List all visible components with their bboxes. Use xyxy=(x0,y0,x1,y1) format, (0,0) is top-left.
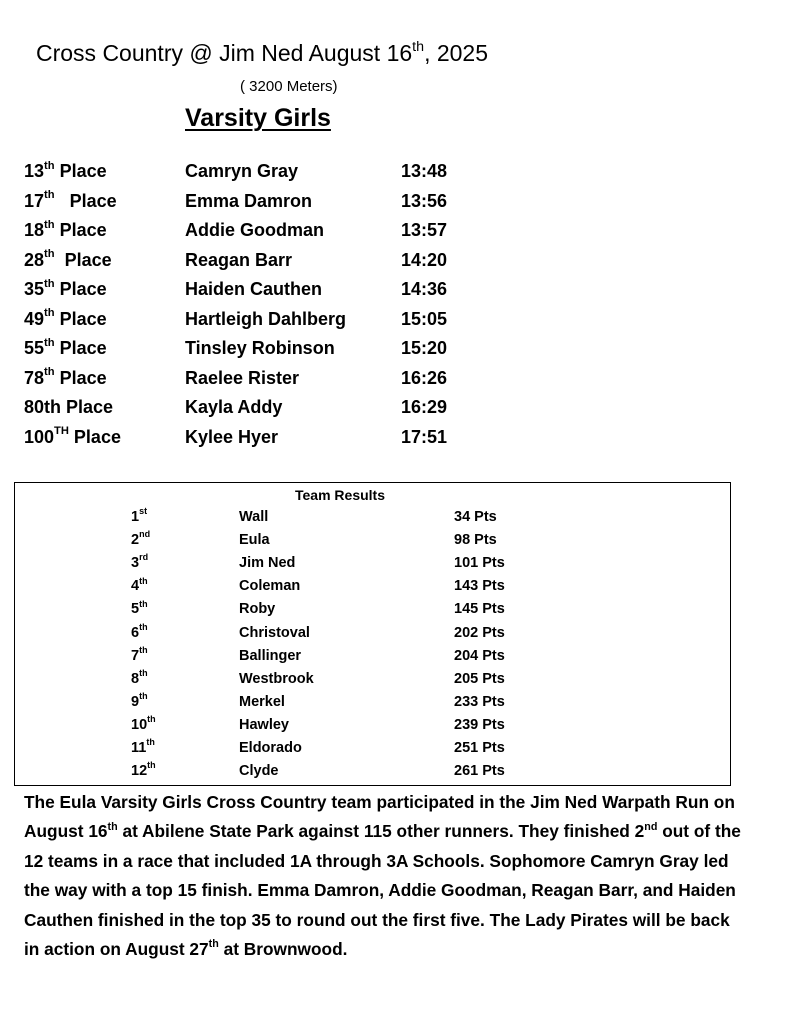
team-row xyxy=(15,760,730,783)
runner-name: Reagan Barr xyxy=(185,249,293,270)
runner-name: Addie Goodman xyxy=(185,220,324,240)
team-rank: 11th xyxy=(131,737,155,756)
runner-row xyxy=(24,276,484,306)
team-school: Eula xyxy=(239,532,270,549)
team-school: Hawley xyxy=(239,716,289,733)
runner-row xyxy=(24,188,484,218)
team-points: 34 Pts xyxy=(454,509,497,525)
runner-name: Camryn Gray xyxy=(185,161,299,181)
team-row xyxy=(15,552,730,575)
summary-text: The Eula Varsity Girls Cross Country team participated in the Jim Ned Warpath Run on August 16th at Abilene State Park against 115 other runners. They finished 2nd out of the 12 teams in a race that included 1A through 3A Schools. Sophomore Camryn Gray led the way with a top 15 finish. Emma Damron, Addie Goodman, Reagan Barr, and Haiden Cauthen finished in the top 35 to round out the first five. The Lady Pirates will be back in action on August 27th at Brownwood. xyxy=(24,792,741,960)
page-title xyxy=(36,40,488,67)
team-rank: 10th xyxy=(131,714,156,733)
runner-name: Raelee Rister xyxy=(185,367,300,388)
runner-place: 49th Place xyxy=(24,307,107,329)
team-row xyxy=(15,506,730,529)
runner-place: 18th Place xyxy=(24,218,107,240)
title-superscript: th xyxy=(412,38,425,55)
team-row xyxy=(15,668,730,691)
runner-name: Haiden Cauthen xyxy=(185,279,323,299)
runner-row xyxy=(24,394,484,424)
team-rank: 3rd xyxy=(131,552,149,572)
runner-time: 14:20 xyxy=(401,249,448,270)
team-rank: 1st xyxy=(131,506,148,525)
team-rank: 7th xyxy=(131,644,148,664)
team-rank: 8th xyxy=(131,667,148,687)
runner-time: 16:29 xyxy=(401,397,448,417)
runner-row xyxy=(24,424,484,454)
team-points: 233 Pts xyxy=(454,693,505,710)
team-school: Clyde xyxy=(239,763,279,780)
runner-row xyxy=(24,365,484,395)
runner-time: 15:20 xyxy=(401,338,448,358)
runner-place: 13th Place xyxy=(24,159,107,181)
runner-time: 17:51 xyxy=(401,426,448,447)
team-points: 251 Pts xyxy=(454,740,505,756)
runner-place: 80th Place xyxy=(24,397,114,417)
runner-time: 13:56 xyxy=(401,190,448,211)
runner-row xyxy=(24,335,484,365)
team-rank: 12th xyxy=(131,760,156,780)
runner-row xyxy=(24,306,484,336)
team-rank: 4th xyxy=(131,575,148,595)
team-points: 98 Pts xyxy=(454,532,497,549)
team-rank: 9th xyxy=(131,691,148,710)
team-points: 101 Pts xyxy=(454,555,505,572)
team-school: Coleman xyxy=(239,578,301,595)
runner-place: 78th Place xyxy=(24,366,107,388)
title-text: Cross Country @ Jim Ned August 16 xyxy=(36,40,413,66)
runner-time: 13:48 xyxy=(401,161,448,181)
team-row xyxy=(15,645,730,668)
runner-name: Tinsley Robinson xyxy=(185,338,335,358)
summary-paragraph xyxy=(24,788,744,964)
team-school: Ballinger xyxy=(239,647,302,664)
team-rank: 6th xyxy=(131,621,148,641)
team-row xyxy=(15,529,730,552)
team-rank: 5th xyxy=(131,598,148,618)
team-school: Roby xyxy=(239,601,276,618)
runner-name: Kayla Addy xyxy=(185,397,283,417)
runner-time: 14:36 xyxy=(401,279,448,299)
runner-row xyxy=(24,247,484,277)
team-results-title: Team Results xyxy=(295,487,385,503)
team-school: Wall xyxy=(239,509,269,525)
runner-time: 15:05 xyxy=(401,308,448,329)
runner-time: 13:57 xyxy=(401,220,448,240)
runner-place: 17th Place xyxy=(24,189,117,211)
runner-place: 35th Place xyxy=(24,277,107,299)
team-points: 145 Pts xyxy=(454,601,505,618)
team-school: Jim Ned xyxy=(239,555,296,572)
team-school: Westbrook xyxy=(239,670,314,687)
runner-place: 55th Place xyxy=(24,336,107,358)
team-row xyxy=(15,737,730,760)
team-row xyxy=(15,714,730,737)
runner-place: 28th Place xyxy=(24,248,112,270)
team-school: Christoval xyxy=(239,624,310,641)
team-results-table xyxy=(14,482,731,786)
team-points: 261 Pts xyxy=(454,763,505,780)
runner-name: Emma Damron xyxy=(185,190,313,211)
runner-results-list xyxy=(24,158,484,453)
team-points: 202 Pts xyxy=(454,624,505,641)
section-heading: Varsity Girls xyxy=(185,104,331,132)
team-school: Merkel xyxy=(239,693,285,710)
team-points: 204 Pts xyxy=(454,647,505,664)
team-points: 239 Pts xyxy=(454,716,505,733)
runner-time: 16:26 xyxy=(401,367,448,388)
runner-row xyxy=(24,217,484,247)
team-points: 205 Pts xyxy=(454,670,505,687)
team-row xyxy=(15,622,730,645)
team-row xyxy=(15,598,730,621)
title-year: , 2025 xyxy=(424,40,489,66)
runner-place: 100TH Place xyxy=(24,425,121,447)
team-rank: 2nd xyxy=(131,529,151,549)
runner-name: Hartleigh Dahlberg xyxy=(185,308,347,329)
runner-name: Kylee Hyer xyxy=(185,426,279,447)
team-row xyxy=(15,691,730,714)
team-school: Eldorado xyxy=(239,740,302,756)
team-row xyxy=(15,575,730,598)
race-distance: ( 3200 Meters) xyxy=(240,78,338,95)
team-points: 143 Pts xyxy=(454,578,505,595)
runner-row xyxy=(24,158,484,188)
